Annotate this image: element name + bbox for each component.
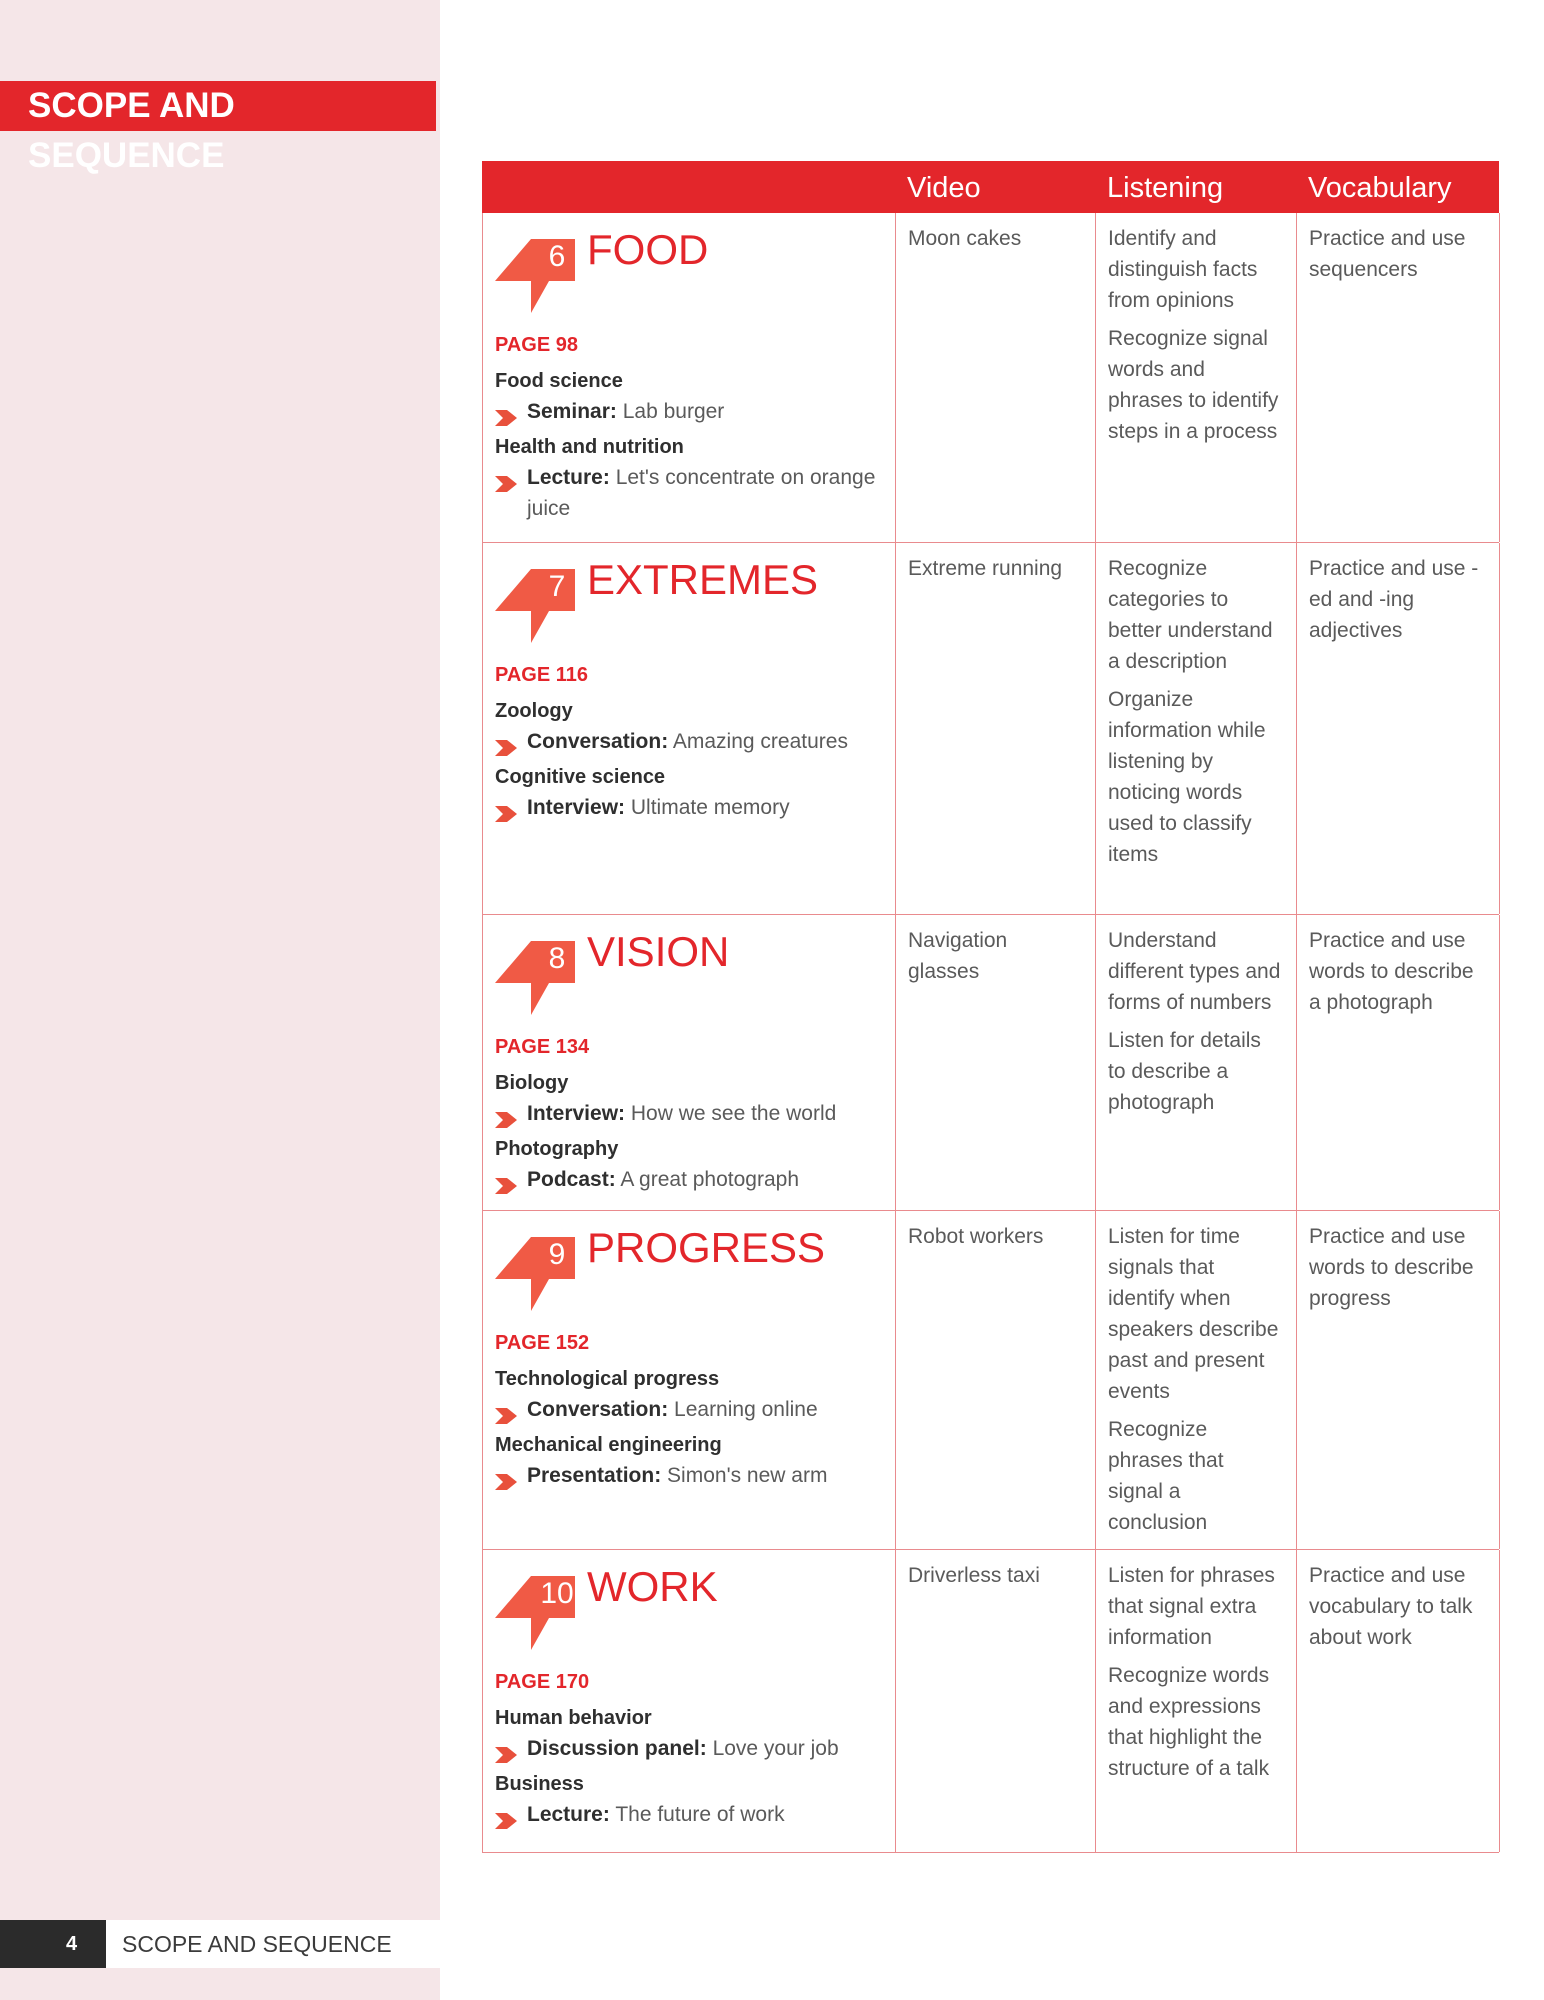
vocabulary-cell xyxy=(1297,543,1500,914)
video-cell xyxy=(896,213,1096,542)
listening-skill: Recognize signal words and phrases to identify steps in a process xyxy=(1108,327,1279,443)
unit-title: FOOD xyxy=(587,226,709,273)
unit-page-link[interactable]: PAGE 116 xyxy=(495,664,589,686)
subject-heading: Food science xyxy=(495,370,623,392)
listening-cell xyxy=(1096,915,1297,1210)
unit-title: EXTREMES xyxy=(587,556,819,603)
unit-title: WORK xyxy=(587,1563,718,1610)
chevron-right-icon xyxy=(495,404,517,420)
vocabulary-cell xyxy=(1297,1211,1500,1549)
lesson-title: Simon's new arm xyxy=(667,1464,828,1487)
subject-heading: Human behavior xyxy=(495,1707,652,1729)
page-title-banner: SCOPE AND SEQUENCE xyxy=(0,81,436,131)
lesson-item xyxy=(495,396,883,427)
subject-heading: Technological progress xyxy=(495,1368,720,1390)
unit-number: 7 xyxy=(548,570,566,603)
listening-skill: Recognize categories to better understand a description xyxy=(1108,557,1273,673)
lesson-type: Interview: xyxy=(527,796,626,819)
subject-heading: Photography xyxy=(495,1138,619,1160)
header-video: Video xyxy=(907,172,981,204)
video-cell xyxy=(896,1211,1096,1549)
unit-heading xyxy=(495,927,883,1019)
unit-heading xyxy=(495,225,883,317)
page-number: 4 xyxy=(0,1920,106,1968)
listening-skill: Understand different types and forms of numbers xyxy=(1108,929,1281,1014)
lesson-type: Interview: xyxy=(527,1102,626,1125)
chevron-right-icon xyxy=(495,1402,517,1418)
unit-heading xyxy=(495,1562,883,1654)
listening-cell xyxy=(1096,213,1297,542)
unit-number: 8 xyxy=(548,942,566,975)
chevron-right-icon xyxy=(495,1106,517,1122)
scope-table xyxy=(482,161,1499,1853)
video-title: Moon cakes xyxy=(908,227,1022,250)
lesson-item xyxy=(495,1733,883,1764)
listening-cell xyxy=(1096,1550,1297,1852)
vocabulary-cell xyxy=(1297,213,1500,542)
chevron-right-icon xyxy=(495,1807,517,1823)
unit-cell xyxy=(483,1211,896,1549)
unit-heading xyxy=(495,1223,883,1315)
chevron-right-icon xyxy=(495,800,517,816)
unit-number: 10 xyxy=(540,1577,574,1610)
listening-skill: Identify and distinguish facts from opinions xyxy=(1108,227,1258,312)
unit-heading xyxy=(495,555,883,647)
lesson-item xyxy=(495,462,883,524)
lesson-title: Love your job xyxy=(712,1737,839,1760)
unit-cell xyxy=(483,1550,896,1852)
table-row xyxy=(482,543,1499,915)
lesson-item xyxy=(495,792,883,823)
lesson-title: How we see the world xyxy=(630,1102,837,1125)
unit-page-link[interactable]: PAGE 170 xyxy=(495,1671,590,1693)
lesson-type: Lecture: xyxy=(527,1803,610,1826)
page-footer xyxy=(0,1920,440,1968)
unit-cell xyxy=(483,915,896,1210)
lesson-title: A great photograph xyxy=(620,1168,800,1191)
unit-title: PROGRESS xyxy=(587,1224,826,1271)
lesson-title: The future of work xyxy=(615,1803,785,1826)
table-header xyxy=(482,161,1499,213)
lesson-title: Learning online xyxy=(674,1398,818,1421)
video-title: Extreme running xyxy=(908,557,1063,580)
lesson-type: Presentation: xyxy=(527,1464,662,1487)
listening-skill: Listen for time signals that identify when speakers describe past and present events xyxy=(1108,1225,1279,1403)
subject-heading: Cognitive science xyxy=(495,766,666,788)
table-row xyxy=(482,915,1499,1211)
table-body xyxy=(482,213,1499,1853)
listening-skill: Organize information while listening by noticing words used to classify items xyxy=(1108,688,1266,866)
lesson-type: Seminar: xyxy=(527,400,617,423)
header-listening: Listening xyxy=(1107,172,1224,204)
table-row xyxy=(482,1550,1499,1853)
vocabulary-cell xyxy=(1297,1550,1500,1852)
unit-number: 6 xyxy=(548,240,566,273)
chevron-right-icon xyxy=(495,1172,517,1188)
listening-cell xyxy=(1096,1211,1297,1549)
table-row xyxy=(482,1211,1499,1550)
unit-page-link[interactable]: PAGE 134 xyxy=(495,1036,590,1058)
footer-label: SCOPE AND SEQUENCE xyxy=(106,1920,440,1968)
subject-heading: Biology xyxy=(495,1072,569,1094)
vocabulary-cell xyxy=(1297,915,1500,1210)
chevron-right-icon xyxy=(495,1741,517,1757)
video-cell xyxy=(896,1550,1096,1852)
video-cell xyxy=(896,915,1096,1210)
table-row xyxy=(482,213,1499,543)
unit-page-link[interactable]: PAGE 98 xyxy=(495,334,578,356)
lesson-type: Conversation: xyxy=(527,1398,669,1421)
unit-number: 9 xyxy=(548,1238,566,1271)
vocabulary-skill: Practice and use vocabulary to talk about work xyxy=(1309,1564,1473,1649)
lesson-type: Conversation: xyxy=(527,730,669,753)
vocabulary-skill: Practice and use -ed and -ing adjectives xyxy=(1309,557,1479,642)
lesson-title: Amazing creatures xyxy=(672,730,848,753)
video-title: Navigation glasses xyxy=(908,929,1008,983)
unit-cell xyxy=(483,213,896,542)
subject-heading: Health and nutrition xyxy=(495,436,684,458)
lesson-item xyxy=(495,726,883,757)
header-unit xyxy=(482,161,895,215)
listening-skill: Recognize words and expressions that highlight the structure of a talk xyxy=(1108,1664,1270,1780)
listening-skill: Recognize phrases that signal a conclusion xyxy=(1108,1418,1224,1534)
chevron-right-icon xyxy=(495,1468,517,1484)
lesson-type: Lecture: xyxy=(527,466,610,489)
chevron-right-icon xyxy=(495,734,517,750)
lesson-type: Discussion panel: xyxy=(527,1737,707,1760)
lesson-title: Lab burger xyxy=(622,400,725,423)
subject-heading: Mechanical engineering xyxy=(495,1434,722,1456)
unit-cell xyxy=(483,543,896,914)
chevron-right-icon xyxy=(495,470,517,486)
vocabulary-skill: Practice and use words to describe progress xyxy=(1309,1225,1474,1310)
video-cell xyxy=(896,543,1096,914)
video-title: Robot workers xyxy=(908,1225,1044,1248)
listening-skill: Listen for details to describe a photograph xyxy=(1108,1029,1261,1114)
subject-heading: Zoology xyxy=(495,700,573,722)
video-title: Driverless taxi xyxy=(908,1564,1040,1587)
unit-page-link[interactable]: PAGE 152 xyxy=(495,1332,590,1354)
lesson-item xyxy=(495,1799,883,1830)
lesson-item xyxy=(495,1098,883,1129)
lesson-title: Let's concentrate on orange juice xyxy=(527,466,876,520)
lesson-type: Podcast: xyxy=(527,1168,616,1191)
vocabulary-skill: Practice and use words to describe a photograph xyxy=(1309,929,1474,1014)
subject-heading: Business xyxy=(495,1773,584,1795)
listening-cell xyxy=(1096,543,1297,914)
lesson-item xyxy=(495,1394,883,1425)
lesson-item xyxy=(495,1460,883,1491)
side-panel xyxy=(0,0,440,2000)
header-vocabulary: Vocabulary xyxy=(1308,172,1452,204)
lesson-title: Ultimate memory xyxy=(630,796,790,819)
lesson-item xyxy=(495,1164,883,1195)
vocabulary-skill: Practice and use sequencers xyxy=(1309,227,1466,281)
unit-title: VISION xyxy=(587,928,730,975)
listening-skill: Listen for phrases that signal extra information xyxy=(1108,1564,1275,1649)
